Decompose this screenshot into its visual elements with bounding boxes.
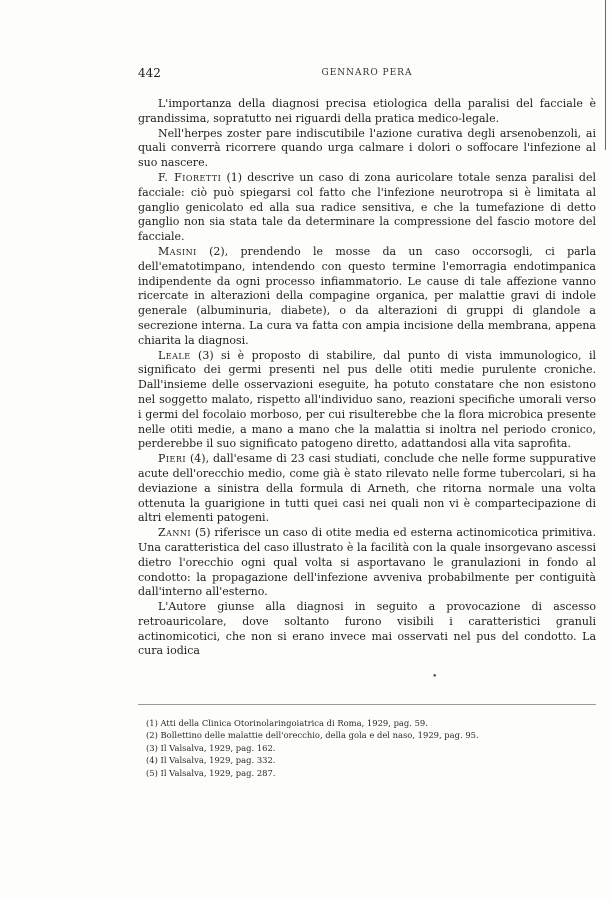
paragraph [138, 127, 596, 171]
page-header [138, 66, 596, 84]
footnote-rule [138, 704, 596, 705]
paragraph-text: L'Autore giunse alla diagnosi in seguito a provocazione di ascesso retroauricolare, dove soltanto furono visibili i caratteristici granuli actinomicotici, che non si erano invece mai osservati nel pus del condotto. La cura iodica [138, 600, 596, 658]
paragraph [138, 97, 596, 127]
paragraph-text: (4), dall'esame di 23 casi studiati, conclude che nelle forme suppurative acute dell'orecchio medio, come già è stato rilevato nelle forme tubercolari, si ha deviazione a sinistra della formula di Arneth, che ritorna normale una volta ottenuta la guarigione in tutti quei casi nei quali non vi è compartecipazione di altri elementi patogeni. [138, 452, 596, 525]
paragraph [138, 452, 596, 526]
paragraph-text: (2), prendendo le mosse da un caso occorsogli, ci parla dell'ematotimpano, intendendo con questo termine l'emorragia endotimpanica indipendente da ogni processo infiammatorio. Le cause di tale affezione vanno ricercate in alterazioni della compagine organica, per malattie gravi di indole generale (albuminuria, diabete), o da alterazioni di gruppi di glandole a secrezione interna. La cura va fatta con ampia incisione della membrana, appena chiarita la diagnosi. [138, 244, 596, 347]
running-head: GENNARO PERA [321, 68, 413, 78]
print-mark: • [432, 672, 438, 682]
paragraph [138, 526, 596, 600]
footnotes [146, 717, 596, 779]
paragraph-author: F. Fioretti [158, 170, 222, 184]
body-text [138, 97, 596, 659]
paragraph [138, 171, 596, 245]
paragraph-author: Leale [158, 348, 191, 362]
paragraph-text: L'importanza della diagnosi precisa etiologica della paralisi del facciale è grandissima, sopratutto nei riguardi della pratica medico-legale. [138, 97, 596, 125]
paragraph-text: (3) si è proposto di stabilire, dal punto di vista immunologico, il significato dei germi presenti nel pus delle otiti medie purulente croniche. Dall'insieme delle osservazioni eseguite, ha potuto constatare che non esistono nel soggetto malato, rispetto all'individuo sano, reazioni specifiche umorali verso i germi del focolaio morboso, per cui risulterebbe che la flora microbica presente nelle otiti medie, a mano a mano che la malattia si inoltra nel periodo cronico, perderebbe il suo significato patogeno diretto, adattandosi alla vita saprofita. [138, 348, 596, 451]
paragraph-text: (1) descrive un caso di zona auricolare totale senza paralisi del facciale: ciò può spiegarsi col fatto che l'infezione neurotropa si è limitata al ganglio genicolato ed alla sua radice sensitiva, e che la tumefazione di detto ganglio non sia stata tale da determinare la compressione del fascio motore del facciale. [138, 170, 596, 244]
paragraph-text: Nell'herpes zoster pare indiscutibile l'azione curativa degli arsenobenzoli, ai quali converrà ricorrere quando urga calmare i dolori o soffocare l'infezione al suo nascere. [138, 126, 596, 170]
paragraph-text: (5) riferisce un caso di otite media ed esterna actinomicotica primitiva. Una caratteristica del caso illustrato è la facilità con la quale insorgevano ascessi dietro l'orecchio ogni qual volta si asportavano le granulazioni in fondo al condotto: la propagazione dell'infezione avveniva probabilmente per contiguità dall'interno all'esterno. [138, 526, 596, 599]
paragraph-author: Pieri [158, 452, 187, 466]
paragraph-author: Masini [158, 244, 197, 258]
paragraph [138, 245, 596, 349]
page-edge-line [605, 0, 606, 150]
paragraph [138, 600, 596, 659]
footnote: (1) Atti della Clinica Otorinolaringoiatrica di Roma, 1929, pag. 59. [146, 718, 428, 728]
paragraph-author: Zanni [158, 526, 192, 540]
page-number: 442 [138, 66, 161, 80]
footnote: (2) Bollettino delle malattie dell'orecchio, della gola e del naso, 1929, pag. 95. [146, 730, 479, 741]
paragraph [138, 349, 596, 453]
footnote: (5) Il Valsalva, 1929, pag. 287. [146, 767, 276, 778]
footnote: (3) Il Valsalva, 1929, pag. 162. [146, 742, 276, 753]
footnote: (4) Il Valsalva, 1929, pag. 332. [146, 755, 276, 766]
